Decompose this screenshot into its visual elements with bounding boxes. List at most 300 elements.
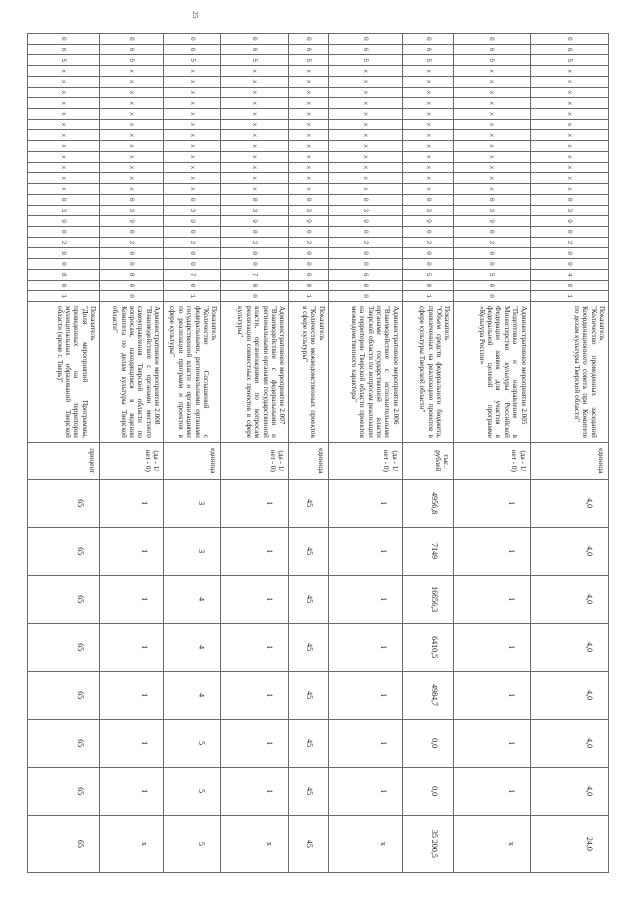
code-cell: х bbox=[164, 162, 221, 173]
code-cell: 0 bbox=[164, 259, 221, 270]
code-cell: 0 bbox=[289, 259, 328, 270]
value-cell: 4984,7 bbox=[402, 671, 454, 719]
code-cell: 0 bbox=[289, 280, 328, 291]
code-cell: х bbox=[454, 66, 530, 77]
code-cell: 0 bbox=[328, 259, 402, 270]
value-cell: 45 bbox=[289, 479, 328, 527]
code-cell: х bbox=[221, 87, 289, 98]
code-cell: х bbox=[221, 119, 289, 130]
unit-cell: единица bbox=[289, 442, 328, 479]
code-cell: 0 bbox=[530, 248, 608, 259]
code-cell: 6 bbox=[328, 269, 402, 280]
value-cell: 4 bbox=[164, 623, 221, 671]
code-cell: 0 bbox=[28, 248, 100, 259]
code-cell: 0 bbox=[328, 194, 402, 205]
code-cell: 0 bbox=[454, 194, 530, 205]
code-cell: х bbox=[28, 151, 100, 162]
value-cell: 0,0 bbox=[402, 719, 454, 767]
code-cell: х bbox=[100, 76, 164, 87]
code-cell: 0 bbox=[164, 248, 221, 259]
page-number: 25 bbox=[191, 11, 200, 19]
value-cell: 1 bbox=[454, 623, 530, 671]
code-cell: 0 bbox=[454, 291, 530, 302]
code-cell: 0 bbox=[28, 194, 100, 205]
code-cell: 9 bbox=[454, 216, 530, 227]
code-cell: х bbox=[402, 162, 454, 173]
code-cell: х bbox=[530, 151, 608, 162]
code-cell: 3 bbox=[402, 205, 454, 216]
code-cell: 5 bbox=[28, 55, 100, 66]
code-cell: х bbox=[402, 119, 454, 130]
code-cell: х bbox=[530, 119, 608, 130]
code-cell: х bbox=[289, 87, 328, 98]
code-cell: х bbox=[100, 130, 164, 141]
code-cell: 3 bbox=[28, 205, 100, 216]
code-cell: х bbox=[164, 66, 221, 77]
code-cell: 0 bbox=[221, 34, 289, 45]
value-cell: 1 bbox=[328, 719, 402, 767]
code-cell: х bbox=[328, 119, 402, 130]
code-cell: 2 bbox=[289, 237, 328, 248]
code-cell: 0 bbox=[100, 194, 164, 205]
code-cell: 0 bbox=[328, 34, 402, 45]
value-cell: 4,0 bbox=[530, 623, 608, 671]
table-row bbox=[289, 34, 328, 873]
code-cell: 5 bbox=[164, 55, 221, 66]
code-cell: х bbox=[454, 162, 530, 173]
table-body bbox=[28, 34, 609, 873]
code-cell: 1 bbox=[530, 291, 608, 302]
unit-cell: (да - 1/ нет - 0) bbox=[100, 442, 164, 479]
code-cell: х bbox=[28, 76, 100, 87]
table-row bbox=[402, 34, 454, 873]
code-cell: 0 bbox=[28, 34, 100, 45]
value-cell: 65 bbox=[28, 815, 100, 872]
value-cell: 5 bbox=[164, 815, 221, 872]
code-cell: х bbox=[328, 109, 402, 120]
code-cell: 0 bbox=[221, 226, 289, 237]
code-cell: х bbox=[164, 119, 221, 130]
value-cell: 1 bbox=[100, 575, 164, 623]
code-cell: х bbox=[402, 173, 454, 184]
value-cell: 1 bbox=[454, 671, 530, 719]
code-cell: х bbox=[530, 184, 608, 195]
indicator-name-cell: Показатель "Количество проведенных заседаний Координационного совета при Комитете по делам культуры Тверской области" bbox=[530, 301, 608, 442]
unit-cell: (да - 1/ нет - 0) bbox=[221, 442, 289, 479]
code-cell: 5 bbox=[454, 55, 530, 66]
code-cell: х bbox=[454, 151, 530, 162]
value-cell: 65 bbox=[28, 671, 100, 719]
value-cell: 45 bbox=[289, 575, 328, 623]
value-cell: 1 bbox=[328, 623, 402, 671]
indicator-name-cell: Показатель "Доля мероприятий Программы, проведенных на территории муниципальных образований Тверской области (кроме г. Тверь)" bbox=[28, 301, 100, 442]
code-cell: 2 bbox=[221, 237, 289, 248]
code-cell: 0 bbox=[454, 34, 530, 45]
code-cell: 0 bbox=[402, 248, 454, 259]
value-cell: 3 bbox=[164, 527, 221, 575]
code-cell: 2 bbox=[530, 237, 608, 248]
value-cell: 1 bbox=[221, 575, 289, 623]
code-cell: 8 bbox=[28, 269, 100, 280]
value-cell: 1 bbox=[100, 479, 164, 527]
code-cell: 9 bbox=[221, 216, 289, 227]
code-cell: х bbox=[28, 184, 100, 195]
code-cell: 0 bbox=[100, 280, 164, 291]
value-cell: 6410,5 bbox=[402, 623, 454, 671]
code-cell: 9 bbox=[289, 216, 328, 227]
code-cell: х bbox=[530, 109, 608, 120]
code-cell: х bbox=[100, 87, 164, 98]
code-cell: 0 bbox=[402, 226, 454, 237]
value-cell: 24,0 bbox=[530, 815, 608, 872]
program-indicators-table bbox=[27, 33, 609, 873]
code-cell: 0 bbox=[530, 226, 608, 237]
code-cell: 6 bbox=[28, 44, 100, 55]
value-cell: 1 bbox=[454, 479, 530, 527]
value-cell: 1 bbox=[221, 623, 289, 671]
code-cell: х bbox=[328, 184, 402, 195]
code-cell: х bbox=[100, 184, 164, 195]
code-cell: 2 bbox=[164, 237, 221, 248]
value-cell: 4,0 bbox=[530, 575, 608, 623]
code-cell: х bbox=[221, 130, 289, 141]
code-cell: 5 bbox=[402, 55, 454, 66]
code-cell: 9 bbox=[530, 216, 608, 227]
code-cell: 3 bbox=[221, 205, 289, 216]
code-cell: х bbox=[402, 151, 454, 162]
code-cell: х bbox=[164, 76, 221, 87]
value-cell: 65 bbox=[28, 527, 100, 575]
code-cell: х bbox=[289, 151, 328, 162]
code-cell: 5 bbox=[100, 55, 164, 66]
code-cell: х bbox=[28, 130, 100, 141]
code-cell: 4 bbox=[530, 269, 608, 280]
table-row bbox=[530, 34, 608, 873]
code-cell: х bbox=[328, 141, 402, 152]
code-cell: 6 bbox=[454, 44, 530, 55]
code-cell: х bbox=[28, 173, 100, 184]
indicator-name-cell: Административное мероприятие 2.008 "Взаимодействие с органами местного самоуправления Тверской области по вопросам, находящимся в ведении Комитета по делам культуры Тверской области" bbox=[100, 301, 164, 442]
code-cell: 0 bbox=[100, 248, 164, 259]
code-cell: х bbox=[454, 109, 530, 120]
code-cell: 3 bbox=[328, 205, 402, 216]
value-cell: 5 bbox=[164, 767, 221, 815]
value-cell: 4 bbox=[164, 575, 221, 623]
code-cell: 2 bbox=[402, 237, 454, 248]
code-cell: 2 bbox=[28, 237, 100, 248]
code-cell: 8 bbox=[100, 269, 164, 280]
value-cell: 4,0 bbox=[530, 767, 608, 815]
table-row bbox=[28, 34, 100, 873]
code-cell: х bbox=[454, 87, 530, 98]
code-cell: 0 bbox=[289, 194, 328, 205]
code-cell: 5 bbox=[530, 55, 608, 66]
code-cell: х bbox=[454, 130, 530, 141]
indicator-name-cell: Административное мероприятие 2.005 "Подготовка и направление в Министерство культуры Российской Федерации заявок для участия в федеральной целевой программе «Культура России» bbox=[454, 301, 530, 442]
code-cell: х bbox=[289, 184, 328, 195]
code-cell: х bbox=[402, 184, 454, 195]
code-cell: 0 bbox=[454, 226, 530, 237]
code-cell: х bbox=[402, 76, 454, 87]
code-cell: 0 bbox=[402, 280, 454, 291]
value-cell: 1 bbox=[221, 671, 289, 719]
code-cell: 0 bbox=[402, 34, 454, 45]
value-cell: 1 bbox=[328, 671, 402, 719]
code-cell: х bbox=[100, 109, 164, 120]
code-cell: 7 bbox=[221, 269, 289, 280]
code-cell: 0 bbox=[289, 226, 328, 237]
value-cell: 4956,8 bbox=[402, 479, 454, 527]
code-cell: 0 bbox=[530, 194, 608, 205]
value-cell: х bbox=[221, 815, 289, 872]
code-cell: 0 bbox=[100, 34, 164, 45]
code-cell: 6 bbox=[164, 44, 221, 55]
code-cell: 0 bbox=[28, 259, 100, 270]
value-cell: 3 bbox=[164, 479, 221, 527]
code-cell: 1 bbox=[289, 291, 328, 302]
code-cell: 0 bbox=[221, 194, 289, 205]
code-cell: х bbox=[28, 87, 100, 98]
unit-cell: процент bbox=[28, 442, 100, 479]
value-cell: 16656,3 bbox=[402, 575, 454, 623]
code-cell: х bbox=[289, 66, 328, 77]
code-cell: х bbox=[328, 173, 402, 184]
code-cell: х bbox=[454, 141, 530, 152]
code-cell: 0 bbox=[328, 291, 402, 302]
code-cell: х bbox=[164, 109, 221, 120]
code-cell: х bbox=[221, 173, 289, 184]
code-cell: 3 bbox=[100, 205, 164, 216]
code-cell: х bbox=[289, 141, 328, 152]
unit-cell: тыс. рублей bbox=[402, 442, 454, 479]
code-cell: 3 bbox=[530, 205, 608, 216]
value-cell: 65 bbox=[28, 479, 100, 527]
value-cell: 1 bbox=[328, 575, 402, 623]
code-cell: х bbox=[221, 98, 289, 109]
code-cell: 9 bbox=[28, 216, 100, 227]
code-cell: 0 bbox=[530, 259, 608, 270]
value-cell: 1 bbox=[454, 767, 530, 815]
code-cell: 9 bbox=[402, 216, 454, 227]
code-cell: 3 bbox=[164, 205, 221, 216]
code-cell: 0 bbox=[289, 248, 328, 259]
code-cell: х bbox=[454, 119, 530, 130]
value-cell: 1 bbox=[221, 479, 289, 527]
code-cell: 0 bbox=[328, 280, 402, 291]
code-cell: 0 bbox=[530, 280, 608, 291]
code-cell: х bbox=[221, 109, 289, 120]
value-cell: 1 bbox=[221, 527, 289, 575]
code-cell: 1 bbox=[28, 291, 100, 302]
value-cell: 4,0 bbox=[530, 479, 608, 527]
code-cell: 5 bbox=[402, 269, 454, 280]
code-cell: 0 bbox=[164, 280, 221, 291]
code-cell: х bbox=[164, 87, 221, 98]
code-cell: 0 bbox=[221, 259, 289, 270]
value-cell: 45 bbox=[289, 767, 328, 815]
code-cell: 3 bbox=[289, 205, 328, 216]
code-cell: 1 bbox=[164, 291, 221, 302]
code-cell: 0 bbox=[164, 194, 221, 205]
code-cell: х bbox=[28, 119, 100, 130]
code-cell: 0 bbox=[530, 34, 608, 45]
value-cell: 45 bbox=[289, 671, 328, 719]
code-cell: х bbox=[530, 162, 608, 173]
code-cell: х bbox=[530, 130, 608, 141]
code-cell: 0 bbox=[221, 280, 289, 291]
value-cell: 7149 bbox=[402, 527, 454, 575]
code-cell: 0 bbox=[454, 248, 530, 259]
code-cell: х bbox=[328, 66, 402, 77]
code-cell: х bbox=[402, 141, 454, 152]
code-cell: х bbox=[289, 162, 328, 173]
code-cell: х bbox=[221, 184, 289, 195]
code-cell: 5 bbox=[221, 55, 289, 66]
unit-cell: (да - 1/ нет - 0) bbox=[454, 442, 530, 479]
code-cell: 5 bbox=[328, 55, 402, 66]
code-cell: х bbox=[530, 87, 608, 98]
value-cell: 65 bbox=[28, 575, 100, 623]
code-cell: 0 bbox=[328, 248, 402, 259]
code-cell: 5 bbox=[289, 55, 328, 66]
rotated-table-wrapper bbox=[27, 33, 609, 873]
code-cell: 6 bbox=[289, 44, 328, 55]
code-cell: 0 bbox=[100, 291, 164, 302]
value-cell: 45 bbox=[289, 719, 328, 767]
code-cell: х bbox=[100, 66, 164, 77]
code-cell: х bbox=[402, 98, 454, 109]
value-cell: 4 bbox=[164, 671, 221, 719]
code-cell: 0 bbox=[100, 259, 164, 270]
table-row bbox=[454, 34, 530, 873]
indicator-name-cell: Показатель "Количество межведомственных проектов в сфере культуры" bbox=[289, 301, 328, 442]
code-cell: х bbox=[164, 173, 221, 184]
code-cell: х bbox=[289, 76, 328, 87]
code-cell: х bbox=[402, 130, 454, 141]
table-row bbox=[221, 34, 289, 873]
code-cell: х bbox=[402, 66, 454, 77]
code-cell: 0 bbox=[164, 34, 221, 45]
code-cell: х bbox=[328, 87, 402, 98]
code-cell: х bbox=[328, 76, 402, 87]
table-row bbox=[328, 34, 402, 873]
code-cell: х bbox=[164, 151, 221, 162]
code-cell: 9 bbox=[328, 216, 402, 227]
code-cell: 1 bbox=[402, 291, 454, 302]
table-row bbox=[164, 34, 221, 873]
code-cell: х bbox=[530, 141, 608, 152]
value-cell: 4,0 bbox=[530, 671, 608, 719]
code-cell: 0 bbox=[402, 194, 454, 205]
code-cell: 0 bbox=[221, 248, 289, 259]
code-cell: х bbox=[164, 184, 221, 195]
code-cell: х bbox=[221, 151, 289, 162]
value-cell: 1 bbox=[100, 719, 164, 767]
code-cell: х bbox=[454, 184, 530, 195]
value-cell: 1 bbox=[328, 527, 402, 575]
code-cell: х bbox=[328, 98, 402, 109]
code-cell: х bbox=[100, 141, 164, 152]
code-cell: х bbox=[454, 173, 530, 184]
code-cell: 0 bbox=[454, 259, 530, 270]
code-cell: 0 bbox=[402, 259, 454, 270]
code-cell: 0 bbox=[28, 226, 100, 237]
code-cell: х bbox=[100, 151, 164, 162]
code-cell: 0 bbox=[328, 226, 402, 237]
value-cell: 4,0 bbox=[530, 527, 608, 575]
value-cell: 45 bbox=[289, 623, 328, 671]
code-cell: х bbox=[328, 151, 402, 162]
code-cell: 0 bbox=[454, 280, 530, 291]
code-cell: х bbox=[28, 109, 100, 120]
code-cell: х bbox=[221, 76, 289, 87]
code-cell: х bbox=[221, 141, 289, 152]
value-cell: 65 bbox=[28, 719, 100, 767]
value-cell: 5 bbox=[164, 719, 221, 767]
value-cell: х bbox=[100, 815, 164, 872]
code-cell: 6 bbox=[530, 44, 608, 55]
unit-cell: единица bbox=[164, 442, 221, 479]
value-cell: 1 bbox=[454, 527, 530, 575]
code-cell: х bbox=[454, 98, 530, 109]
code-cell: 6 bbox=[289, 269, 328, 280]
code-cell: 6 bbox=[402, 44, 454, 55]
code-cell: 0 bbox=[100, 226, 164, 237]
code-cell: х bbox=[402, 87, 454, 98]
indicator-name-cell: Административное мероприятие 2.007 "Взаимодействие с федеральными и региональными органами государственной власти, организациями по вопросам реализации совместных проектов в сфере культуры" bbox=[221, 301, 289, 442]
value-cell: 1 bbox=[454, 575, 530, 623]
value-cell: 45 bbox=[289, 815, 328, 872]
code-cell: х bbox=[402, 109, 454, 120]
code-cell: 0 bbox=[164, 226, 221, 237]
value-cell: 35 200,5 bbox=[402, 815, 454, 872]
table-row bbox=[100, 34, 164, 873]
code-cell: х bbox=[530, 173, 608, 184]
code-cell: 0 bbox=[221, 291, 289, 302]
value-cell: х bbox=[454, 815, 530, 872]
code-cell: х bbox=[164, 130, 221, 141]
value-cell: 1 bbox=[100, 671, 164, 719]
code-cell: х bbox=[328, 130, 402, 141]
code-cell: х bbox=[289, 119, 328, 130]
code-cell: х bbox=[100, 162, 164, 173]
code-cell: 2 bbox=[454, 237, 530, 248]
code-cell: х bbox=[28, 162, 100, 173]
code-cell: х bbox=[289, 173, 328, 184]
value-cell: 45 bbox=[289, 527, 328, 575]
value-cell: х bbox=[328, 815, 402, 872]
code-cell: х bbox=[454, 76, 530, 87]
code-cell: 2 bbox=[100, 237, 164, 248]
value-cell: 4,0 bbox=[530, 719, 608, 767]
code-cell: х bbox=[530, 66, 608, 77]
indicator-name-cell: Показатель "Количество Соглашений с федеральными, региональными органами государственной власти и организациями по реализации программ и проектов в сфере культуры" bbox=[164, 301, 221, 442]
value-cell: 65 bbox=[28, 767, 100, 815]
code-cell: 9 bbox=[100, 216, 164, 227]
code-cell: 5 bbox=[454, 269, 530, 280]
code-cell: х bbox=[289, 109, 328, 120]
code-cell: 0 bbox=[28, 280, 100, 291]
code-cell: 6 bbox=[221, 44, 289, 55]
code-cell: х bbox=[530, 76, 608, 87]
code-cell: х bbox=[164, 141, 221, 152]
code-cell: х bbox=[100, 98, 164, 109]
code-cell: х bbox=[221, 162, 289, 173]
code-cell: х bbox=[221, 66, 289, 77]
value-cell: 1 bbox=[454, 719, 530, 767]
code-cell: 3 bbox=[454, 205, 530, 216]
unit-cell: единица bbox=[530, 442, 608, 479]
